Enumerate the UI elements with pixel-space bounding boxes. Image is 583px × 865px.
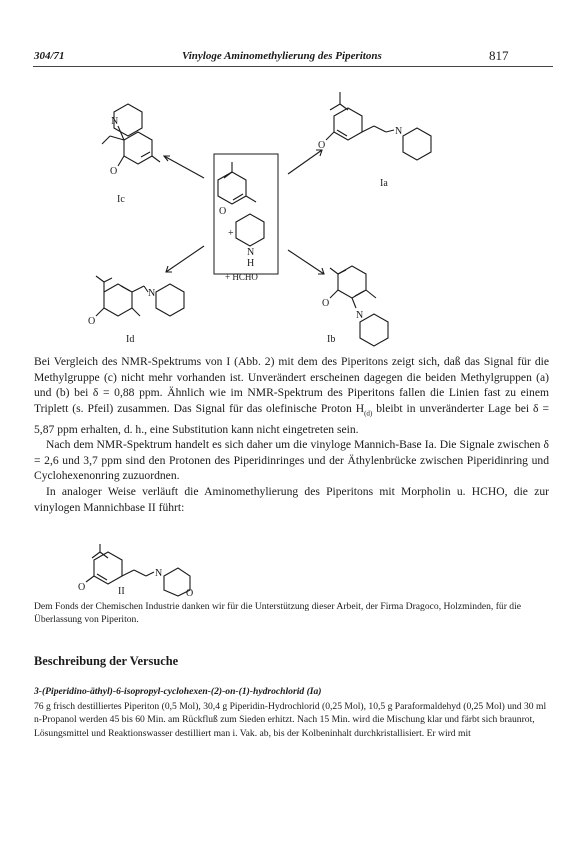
header-rule <box>33 66 553 67</box>
body-paragraphs <box>34 354 549 515</box>
svg-text:+ HCHO: + HCHO <box>225 272 258 282</box>
label-ia: Ia <box>380 178 388 189</box>
paragraph-2: Nach dem NMR-Spektrum handelt es sich daher um die vinyloge Mannich-Base Ia. Die Signale zwischen δ = 2,6 und 3,7 ppm sind den Protonen des Piperidinringes und der Äthylenbrücke zwischen Piperidinring und Cyclohexenonring zuzuordnen. <box>34 438 549 483</box>
label-ib: Ib <box>327 334 336 345</box>
svg-text:N: N <box>247 247 255 258</box>
label-ic: Ic <box>117 194 125 205</box>
svg-text:N: N <box>155 568 163 579</box>
svg-text:O: O <box>322 298 330 309</box>
reaction-scheme <box>0 70 583 350</box>
header-volume: 304/71 <box>34 50 65 62</box>
svg-text:O: O <box>219 206 227 217</box>
svg-text:O: O <box>110 166 118 177</box>
structure-id <box>88 276 184 327</box>
svg-text:N: N <box>148 288 156 299</box>
svg-text:O: O <box>88 316 96 327</box>
structure-piperitone <box>218 162 256 217</box>
svg-text:N: N <box>111 116 119 127</box>
experiment-title: 3-(Piperidino-äthyl)-6-isopropyl-cyclohexen-(2)-on-(1)-hydrochlorid (Ia) <box>34 686 322 697</box>
structure-ia <box>318 92 431 160</box>
page-number: 817 <box>489 48 509 63</box>
paragraph-3: In analoger Weise verläuft die Aminomethylierung des Piperitons mit Morpholin u. HCHO, die zur vinylogen Mannichbase II führt: <box>34 485 549 514</box>
label-ii: II <box>118 586 125 597</box>
acknowledgement: Dem Fonds der Chemischen Industrie danken wir für die Unterstützung dieser Arbeit, der Firma Dragoco, Holzminden, für die Überlassung von Piperiton. <box>34 601 522 626</box>
running-title: Vinyloge Aminomethylierung des Piperitons <box>182 50 382 62</box>
svg-text:O: O <box>78 582 86 593</box>
svg-text:H: H <box>247 258 255 269</box>
svg-text:O: O <box>318 140 326 151</box>
svg-text:N: N <box>395 126 403 137</box>
section-heading: Beschreibung der Versuche <box>34 654 179 668</box>
svg-text:N: N <box>356 310 364 321</box>
svg-text:+: + <box>228 228 234 239</box>
structure-ii <box>60 538 260 598</box>
structure-ic <box>102 104 160 177</box>
label-id: Id <box>126 334 135 345</box>
paragraph-1: Bei Vergleich des NMR-Spektrums von I (Abb. 2) mit dem des Piperitons zeigt sich, daß das Signal für die Methylgruppe (c) nicht mehr vorhanden ist. Unverändert erscheinen dagegen die beiden Methylgruppen (a) und (b) bei δ = 0,88 ppm. Ähnlich wie im NMR-Spektrum des Piperitons fallen die Linien fast zu einem Triplett (s. Pfeil) zusammen. Das Signal für das olefinische Proton $H_{(d)}$ bleibt in unveränderter Lage bei δ = 5,87 ppm erhalten, d. h., eine Substitution kann nicht eingetreten sein. <box>34 355 549 436</box>
svg-text:O: O <box>186 588 194 598</box>
experiment-text: 76 g frisch destilliertes Piperiton (0,5 Mol), 30,4 g Piperidin-Hydrochlorid (0,25 Mol), 10,5 g Paraformaldehyd (0,25 Mol) und 30 ml n-Propanol werden 45 bis 60 Min. am Rückfluß zum Sieden erhitzt. Nach 15 Min. wird die Mischung klar und färbt sich braunrot, Lösungsmittel und Reaktionswasser destilliert man i. Vak. ab, bis der Kolbeninhalt durchkristallisiert. Er wird mit <box>34 701 547 739</box>
